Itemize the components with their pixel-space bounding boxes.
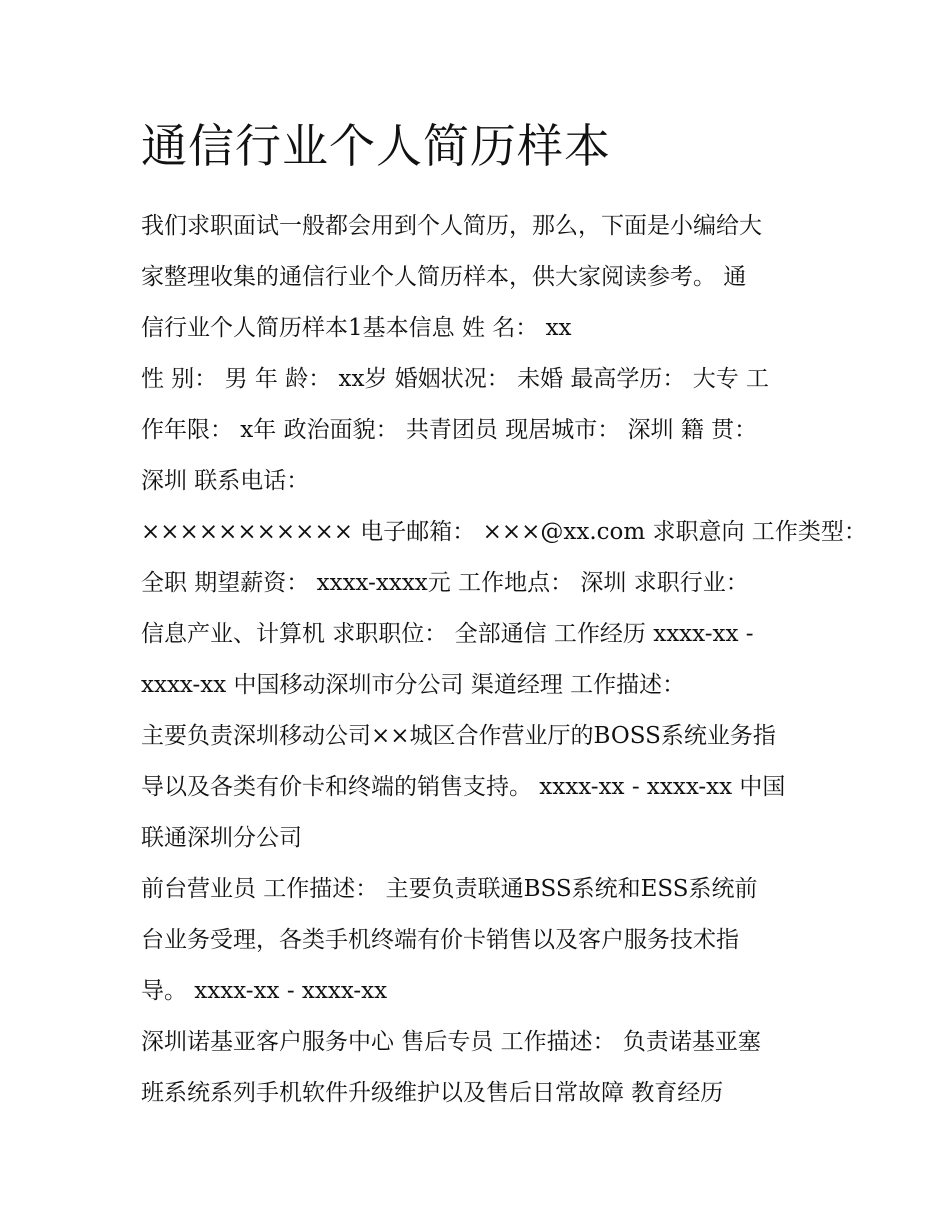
body-line: 深圳诺基亚客户服务中心 售后专员 工作描述： 负责诺基亚塞 (141, 1029, 761, 1055)
document-body (141, 201, 867, 1119)
body-line: 信息产业、计算机 求职职位： 全部通信 工作经历 xxxx-xx - (141, 621, 754, 647)
body-line: 我们求职面试一般都会用到个人简历，那么，下面是小编给大 (141, 213, 762, 239)
body-line: 导。 xxxx-xx - xxxx-xx (141, 978, 388, 1004)
body-line: ××××××××××× 电子邮箱： ×××@xx.com 求职意向 工作类型： (141, 519, 867, 545)
body-line: 性 别： 男 年 龄： xx岁 婚姻状况： 未婚 最高学历： 大专 工 (141, 366, 770, 392)
body-line: 主要负责深圳移动公司××城区合作营业厅的BOSS系统业务指 (141, 723, 776, 749)
body-line: xxxx-xx 中国移动深圳市分公司 渠道经理 工作描述： (141, 672, 686, 698)
body-line: 作年限： x年 政治面貌： 共青团员 现居城市： 深圳 籍 贯： (141, 417, 758, 443)
body-line: 信行业个人简历样本1基本信息 姓 名： xx (141, 315, 572, 341)
document-title: 通信行业个人简历样本 (141, 119, 611, 173)
body-line: 联通深圳分公司 (141, 825, 302, 851)
body-line: 班系统系列手机软件升级维护以及售后日常故障 教育经历 (141, 1080, 724, 1106)
body-line: 台业务受理，各类手机终端有价卡销售以及客户服务技术指 (141, 927, 739, 953)
body-line: 导以及各类有价卡和终端的销售支持。 xxxx-xx - xxxx-xx 中国 (141, 774, 786, 800)
body-line: 深圳 联系电话： (141, 468, 310, 494)
body-line: 前台营业员 工作描述： 主要负责联通BSS系统和ESS系统前 (141, 876, 758, 902)
body-line: 全职 期望薪资： xxxx-xxxx元 工作地点： 深圳 求职行业： (141, 570, 749, 596)
body-line: 家整理收集的通信行业个人简历样本，供大家阅读参考。 通 (141, 264, 747, 290)
